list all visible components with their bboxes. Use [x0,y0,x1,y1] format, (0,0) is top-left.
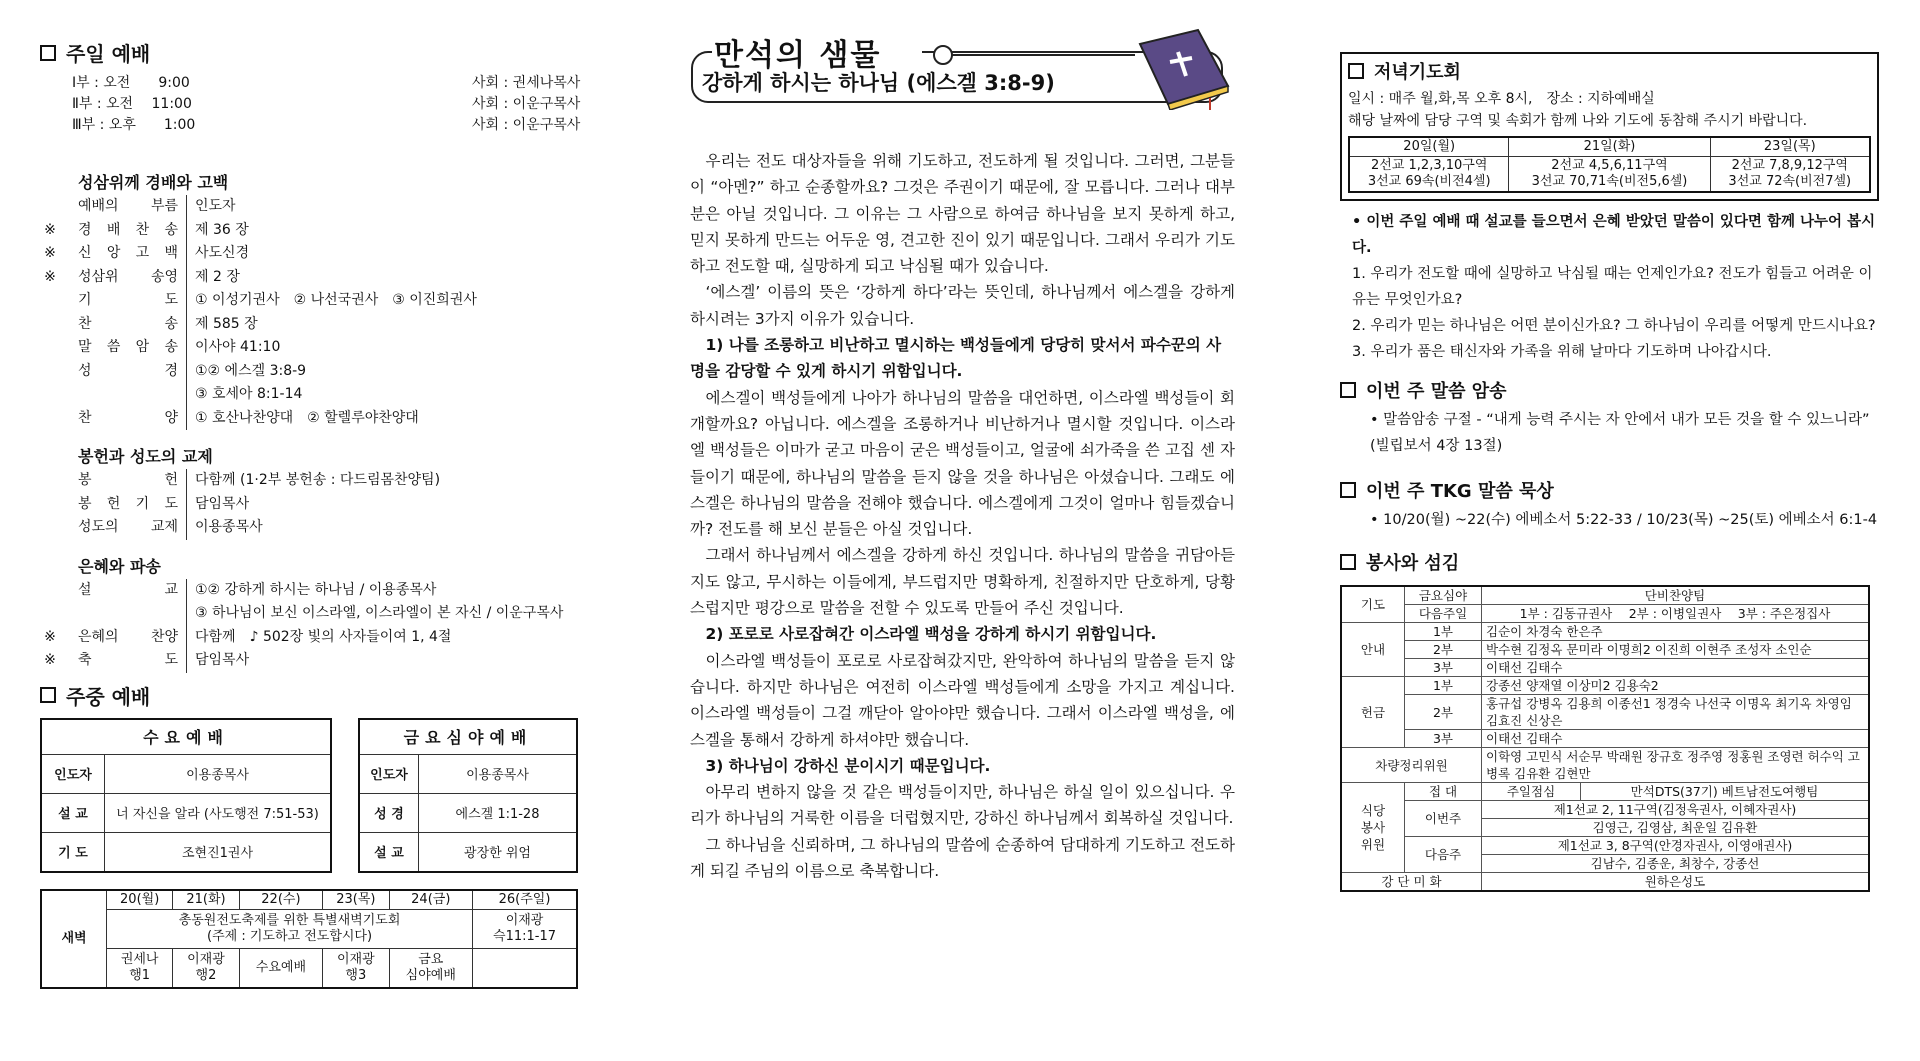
checkbox-icon [40,687,56,703]
checkbox-icon [1340,482,1356,498]
order-value: 인도자 [195,198,236,214]
order-label: 예배의 부름 [78,195,187,219]
order-value: ①② 강하게 하시는 하나님 / 이용종목사 [195,581,437,598]
order-label: 성삼위 송영 [78,266,187,290]
question-1: 1. 우리가 전도할 때에 실망하고 낙심될 때는 언제인가요? 전도가 힘들고 어려운 이유는 무엇인가요? [1352,266,1873,308]
meal-h2: 주일점심 [1482,783,1581,801]
service-group: 기도 [1341,586,1405,623]
order-value: 사도신경 [195,245,250,261]
service-row [1341,695,1869,730]
order-value: ① 이성기권사 ② 나선국권사 ③ 이진희권사 [195,292,477,308]
order-label [78,602,187,626]
sermon-paragraph: 이스라엘 백성들이 포로로 사로잡혀갔지만, 완악하여 하나님의 말씀을 듣지 않습니다. 하지만 하나님은 여전히 이스라엘 백성들에게 소망을 가지고 계십니다. 이스라엘 백성들이 그걸 깨닫아 알아야만 했습니다. 그래서 이스라엘 백성을, 에스겔을 통해서 강하게 하셔야만 했습니다. [690,651,1235,749]
service-row [1341,623,1869,641]
sermon-point: 2) 포로로 사로잡혀간 이스라엘 백성을 강하게 하시기 위함입니다. [705,625,1157,644]
order-section-heading: 은혜와 파송 [78,556,161,576]
order-star: ※ [44,245,56,261]
service-row [1341,586,1869,605]
sermon-paragraph: 에스겔이 백성들에게 나아가 하나님의 말씀을 대언하면, 이스라엘 백성들이 회개할까요? 아닙니다. 에스겔을 조롱하거나 비난하거나 멸시할 것입니다. 이스라엘 백성들은 이마가 굳고 마음이 굳은 백성들이고, 얼굴에 쇠가죽을 쓴 고집 센 자들이기 때문에, 하나님의 말씀을 듣지 않을 것을 하나님은 아셨습니다. 그래도 에스겔은 하나님의 말씀을 전해야 했습니다. 에스겔에게 그것이 얼마나 힘들겠습니까? 전도를 해 보신 분들은 아실 것입니다. [690,388,1235,539]
order-value: 제 585 장 [195,315,258,332]
service-sub: 1부 [1405,623,1482,641]
order-value: 다함께 (1·2부 봉헌송 : 다드림몸찬양팀) [195,472,441,488]
schedule-row: Ⅱ부 : 오전 11:00 사회 : 이운구목사 [72,96,581,112]
order-value: 제 36 장 [195,221,249,238]
left-column [40,0,595,989]
service-row [1341,605,1869,623]
tkg-title: 이번 주 TKG 말씀 묵상 [1340,477,1880,503]
column-name: 만석의 샘물 [714,38,882,73]
order-star [40,195,60,219]
order-value: 이용종목사 [195,519,263,535]
meal-next1: 제1선교 3, 8구역(안경자권사, 이영애권사) [1482,837,1870,855]
order-star [40,516,60,540]
right-column [1340,0,1880,892]
service-row [1341,659,1869,677]
checkbox-icon [40,45,56,61]
meal-row [1341,837,1869,855]
order-label: 설 교 [78,579,187,603]
order-row [40,266,595,290]
order-star [40,289,60,313]
meal-this2: 김영근, 김영삼, 최운일 김유환 [1482,819,1870,837]
order-value: ① 호산나찬양대 ② 할렐루야찬양대 [195,409,419,426]
order-row [40,493,595,517]
middle-column [690,0,1235,884]
meal-h1: 접 대 [1405,783,1482,801]
service-value: 1부 : 김동규권사 2부 : 이병일권사 3부 : 주은정집사 [1482,605,1870,623]
sermon-paragraph: 그 하나님을 신뢰하며, 그 하나님의 말씀에 순종하여 담대하게 기도하고 전도하게 되길 주님의 이름으로 축복합니다. [690,835,1235,881]
order-star [40,579,60,603]
sermon-paragraph: 우리는 전도 대상자들을 위해 기도하고, 전도하게 될 것입니다. 그러면, 그분들이 “아멘?” 하고 순종할까요? 그것은 주권이기 때문에, 잘 모릅니다. 그러나 대부분은 아닐 것입니다. 그 이유는 그 사람으로 하여금 하나님을 보지 못하게 하고, 믿지 못하게 만드는 어두운 영, 견고한 진이 있기 때문입니다. 그래서 우리가 기도하고 전도할 때, 실망하게 되고 낙심될 때가 있습니다. [690,152,1235,276]
order-row [40,242,595,266]
service-row [1341,730,1869,748]
order-label: 축 도 [78,649,187,673]
sermon-body [690,148,1235,884]
order-label: 성 경 [78,360,187,384]
dawn-cell-empty [473,948,577,988]
dawn-cells [41,948,577,988]
evening-prayer-box: 저녁기도회 일시 : 매주 월,화,목 오후 8시, 장소 : 지하예배실 해당 날짜에 담당 구역 및 속회가 함께 나와 기도에 동참해 주시기 바랍니다. 20일(월) 21일(화) 23일(목) 2선교 1,2,3,10구역 3선교 69속(비전4셀) 2선교 4,5,6,11구역 3선교 70,71속(비전5,6셀) 2선교 7,8,9,12구역 3선교 72속(비전7셀) [1340,52,1879,201]
service-sub: 2부 [1405,695,1482,730]
question-2: 2. 우리가 믿는 하나님은 어떤 분이신가요? 그 하나님이 우리를 어떻게 만드시나요? [1352,318,1876,334]
order-star: ※ [44,221,56,238]
checkbox-icon [1340,382,1356,398]
service-value: 이태선 김태수 [1482,730,1870,748]
order-label: 은혜의 찬양 [78,626,187,650]
order-row [40,336,595,360]
service-sub: 다음주일 [1405,605,1482,623]
dawn-event: 총동원전도축제를 위한 특별새벽기도회 (주제 : 기도하고 전도합시다) [107,909,473,948]
order-row [40,626,595,650]
order-row [40,602,595,626]
service-value: 박수현 김정옥 문미라 이명희2 이진희 이현주 조성자 소인순 [1482,641,1870,659]
sermon-point: 1) 나를 조롱하고 비난하고 멸시하는 백성들에게 당당히 맞서서 파수꾼의 사명을 감당할 수 있게 하시기 위함입니다. [690,336,1222,381]
order-star [40,493,60,517]
evening-title: 저녁기도회 [1348,58,1871,84]
order-section-heading: 봉헌과 성도의 교제 [78,447,213,466]
service-sub: 3부 [1405,730,1482,748]
checkbox-icon [1340,554,1356,570]
service-table [1340,585,1870,892]
order-label: 봉 헌 기 도 [78,493,187,517]
meal-this1: 제1선교 2, 11구역(김정욱권사, 이혜자권사) [1482,801,1870,819]
dawn-cell: 이재광 행3 [323,948,389,988]
order-star [40,313,60,337]
discussion-intro: • 이번 주일 예배 때 설교를 들으면서 은혜 받았던 말씀이 있다면 함께 나누어 봅시다. [1352,214,1876,256]
service-row [1341,748,1869,783]
order-label: 찬 송 [78,313,187,337]
service-sub: 금요심야 [1405,586,1482,605]
order-label: 기 도 [78,289,187,313]
memory-verse: • 말씀암송 구절 - “내게 능력 주시는 자 안에서 내가 모든 것을 할 수 있느니라” (빌립보서 4장 13절) [1370,412,1870,454]
order-value: ③ 호세아 8:1-14 [195,386,303,402]
meal-row [1341,783,1869,801]
order-label: 성도의 교제 [78,516,187,540]
sunday-schedule [40,73,595,136]
order-row [40,579,595,603]
order-row [40,649,595,673]
memory-title: 이번 주 말씀 암송 [1340,377,1880,403]
sermon-paragraph: 아무리 변하지 않을 것 같은 백성들이지만, 하나님은 하실 일이 있으십니다. 우리가 하나님의 거룩한 이름을 더럽혔지만, 강하신 하나님께서 회복하실 것입니다. [690,783,1235,828]
schedule-row: Ⅰ부 : 오전 9:00 사회 : 권세나목사 [72,75,581,91]
meal-next: 다음주 [1405,837,1482,873]
order-row [40,383,595,407]
service-group: 차량정리위원 [1341,748,1482,783]
order-label: 봉 헌 [78,469,187,493]
sunday-dawn: 이재광 슥11:1-17 [473,909,577,948]
sermon-title: 강하게 하시는 하나님 (에스겔 3:8-9) [702,71,1055,95]
service-group: 안내 [1341,623,1405,677]
order-value: 다함께 ♪ 502장 빛의 사자들이여 1, 4절 [195,628,452,645]
service-value: 김순이 차경숙 한은주 [1482,623,1870,641]
altar-row [1341,873,1869,892]
order-label: 말 씀 암 송 [78,336,187,360]
order-label: 찬 양 [78,407,187,431]
sunday-service-title: 주일 예배 [40,38,595,67]
service-value: 이학영 고민식 서순무 박래원 장규호 정주영 정홍원 조영련 허수익 고병록 김유환 김현만 [1482,748,1870,783]
order-label: 경 배 찬 송 [78,219,187,243]
service-sub: 3부 [1405,659,1482,677]
order-row [40,469,595,493]
dawn-cell: 금요 심야예배 [389,948,473,988]
order-value: ①② 에스겔 3:8-9 [195,362,307,379]
order-row [40,313,595,337]
service-group: 헌금 [1341,677,1405,748]
order-row [40,407,595,431]
order-row [40,360,595,384]
service-value: 이태선 김태수 [1482,659,1870,677]
order-star [40,336,60,360]
order-value: ③ 하나님이 보신 이스라엘, 이스라엘이 본 자신 / 이운구목사 [195,605,564,621]
order-row [40,219,595,243]
order-row [40,195,595,219]
altar-value: 원하은성도 [1482,873,1870,892]
meal-group: 식당 봉사 위원 [1341,783,1405,873]
service-row [1341,677,1869,695]
evening-table: 20일(월) 21일(화) 23일(목) 2선교 1,2,3,10구역 3선교 69속(비전4셀) 2선교 4,5,6,11구역 3선교 70,71속(비전5,6셀) 2선교 7,8,9,12구역 3선교 72속(비전7셀) [1348,136,1871,193]
order-star [40,360,60,384]
dawn-cell: 권세나 행1 [107,948,173,988]
order-star [40,407,60,431]
order-star [40,469,60,493]
order-star: ※ [44,628,56,645]
order-value: 이사야 41:10 [195,339,281,355]
schedule-row: Ⅲ부 : 오후 1:00 사회 : 이운구목사 [72,117,581,133]
order-star [40,602,60,626]
friday-table: 금요심야예배 인도자 이용종목사 성 경 에스겔 1:1-28 설 교 광장한 위엄 [358,718,578,873]
meal-next2: 김남수, 김종운, 최창수, 강종선 [1482,855,1870,873]
dawn-prayer-table: 새벽 20(월) 21(화) 22(수) 23(목) 24(금) 26(주일) 총동원전도축제를 위한 특별새벽기도회 (주제 : 기도하고 전도합시다) 이재광 슥11:1-17 권세나 행1 이재광 행2 수요예배 이재광 행3 금요 심야예배 [40,889,578,989]
order-star: ※ [44,652,56,668]
meal-this: 이번주 [1405,801,1482,837]
wednesday-table: 수요예배 인도자 이용종목사 설 교 너 자신을 알라 (사도행전 7:51-53) 기 도 조현진1권사 [40,718,332,873]
service-value: 단비찬양팀 [1482,586,1870,605]
order-label [78,383,187,407]
service-sub: 2부 [1405,641,1482,659]
order-value: 제 2 장 [195,268,240,285]
worship-order [40,170,595,673]
order-section-heading: 성삼위께 경배와 고백 [78,173,229,192]
order-row [40,289,595,313]
altar-label: 강 단 미 화 [1341,873,1482,892]
dawn-cell: 이재광 행2 [173,948,239,988]
meal-row [1341,801,1869,819]
sermon-header [690,0,1235,110]
service-sub: 1부 [1405,677,1482,695]
checkbox-icon [1348,63,1364,79]
order-value: 담임목사 [195,495,250,512]
order-star: ※ [44,268,56,285]
sermon-paragraph: ‘에스겔’ 이름의 뜻은 ‘강하게 하다’라는 뜻인데, 하나님께서 에스겔을 강하게 하시려는 3가지 이유가 있습니다. [690,283,1235,328]
weekday-tables [40,718,595,873]
sermon-paragraph: 그래서 하나님께서 에스겔을 강하게 하신 것입니다. 하나님의 말씀을 귀담아듣지도 않고, 무시하는 이들에게, 부드럽지만 명확하게, 친절하지만 단호하게, 당황스럽지만 평강으로 말씀을 전할 수 있도록 만들어 주신 것입니다. [690,546,1235,618]
question-3: 3. 우리가 품은 태신자와 가족을 위해 날마다 기도하며 나아갑시다. [1352,344,1772,360]
order-star [40,383,60,407]
order-row [40,516,595,540]
service-value: 강종선 양재열 이상미2 김용숙2 [1482,677,1870,695]
weekday-service-title: 주중 예배 [40,681,595,710]
service-row [1341,641,1869,659]
dawn-cell: 수요예배 [239,948,323,988]
order-value: 담임목사 [195,652,250,668]
service-title: 봉사와 섬김 [1340,549,1880,575]
meal-h3: 만석DTS(37기) 베트남전도여행팀 [1581,783,1870,801]
order-label: 신 앙 고 백 [78,242,187,266]
service-value: 홍규섭 강병옥 김용희 이종선1 정경숙 나선국 이명옥 최기옥 차영임 김효진 신상은 [1482,695,1870,730]
sermon-point: 3) 하나님이 강하신 분이시기 때문입니다. [705,756,991,775]
tkg-text: • 10/20(월) ~22(수) 에베소서 5:22-33 / 10/23(목) ~25(토) 에베소서 6:1-4 [1370,512,1878,528]
